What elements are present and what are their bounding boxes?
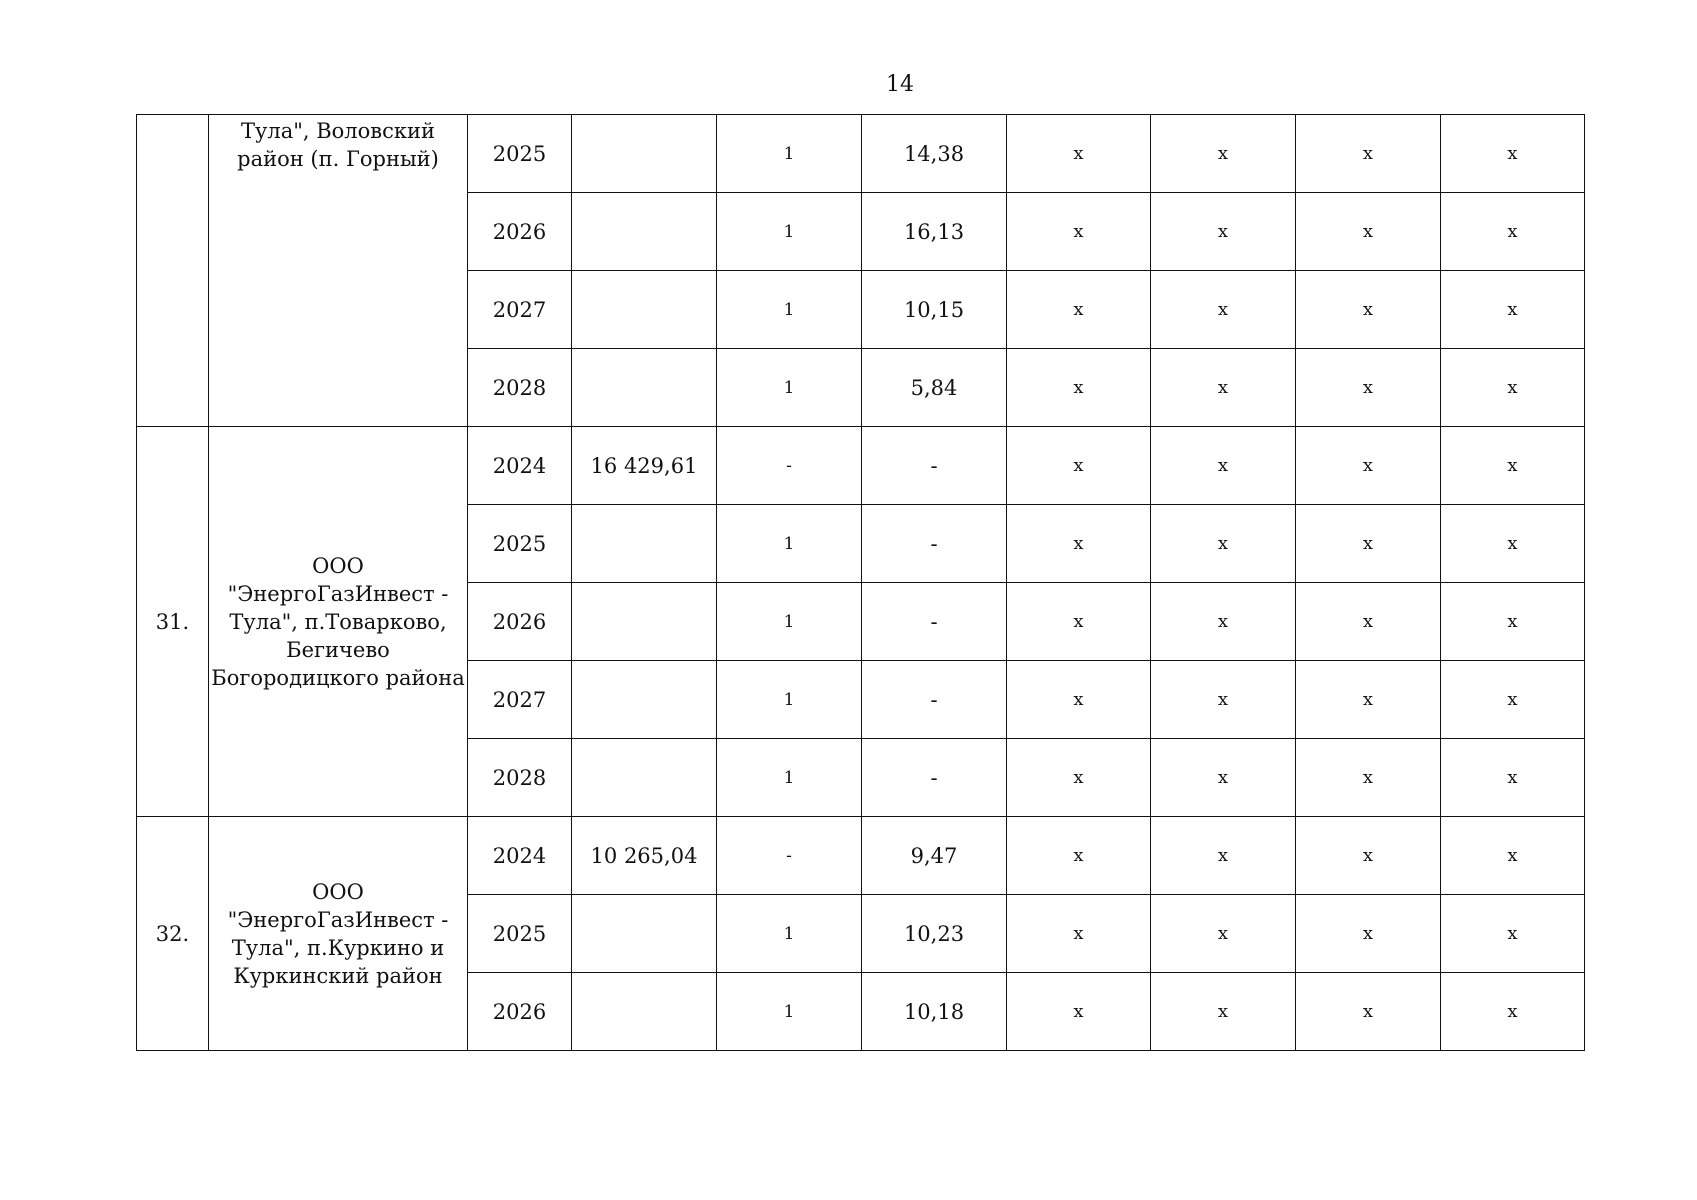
value-cell: - [862,739,1007,817]
x-cell: x [1007,193,1151,271]
value-cell: - [862,427,1007,505]
count-cell: - [717,817,862,895]
x-cell: x [1007,115,1151,193]
x-cell: x [1151,739,1296,817]
amount-cell: 16 429,61 [572,427,717,505]
x-cell: x [1441,661,1585,739]
x-cell: x [1296,739,1441,817]
x-cell: x [1151,895,1296,973]
x-cell: x [1441,583,1585,661]
value-cell: 9,47 [862,817,1007,895]
value-cell: - [862,583,1007,661]
year-cell: 2026 [468,583,572,661]
year-cell: 2028 [468,739,572,817]
x-cell: x [1007,271,1151,349]
x-cell: x [1151,505,1296,583]
amount-cell [572,271,717,349]
x-cell: x [1296,115,1441,193]
value-cell: - [862,505,1007,583]
x-cell: x [1441,427,1585,505]
amount-cell [572,895,717,973]
value-cell: 10,15 [862,271,1007,349]
x-cell: x [1441,973,1585,1051]
year-cell: 2027 [468,661,572,739]
amount-cell [572,505,717,583]
amount-cell [572,661,717,739]
value-cell: 10,18 [862,973,1007,1051]
value-cell: 14,38 [862,115,1007,193]
x-cell: x [1296,973,1441,1051]
x-cell: x [1441,895,1585,973]
amount-cell [572,973,717,1051]
table-row [137,427,1585,505]
x-cell: x [1007,583,1151,661]
page-number: 14 [886,72,914,97]
x-cell: x [1296,661,1441,739]
x-cell: x [1007,661,1151,739]
x-cell: x [1296,271,1441,349]
tariff-table [136,114,1585,1051]
count-cell: 1 [717,895,862,973]
table-row [137,817,1585,895]
x-cell: x [1296,505,1441,583]
organization-cell: Тула", Воловский район (п. Горный) [209,115,468,427]
row-number-cell: 32. [137,817,209,1051]
row-number-cell [137,115,209,427]
year-cell: 2025 [468,505,572,583]
value-cell: 5,84 [862,349,1007,427]
amount-cell [572,583,717,661]
year-cell: 2027 [468,271,572,349]
count-cell: 1 [717,739,862,817]
x-cell: x [1441,193,1585,271]
count-cell: 1 [717,661,862,739]
x-cell: x [1151,271,1296,349]
x-cell: x [1296,895,1441,973]
amount-cell [572,115,717,193]
x-cell: x [1441,739,1585,817]
x-cell: x [1296,193,1441,271]
count-cell: 1 [717,505,862,583]
x-cell: x [1151,973,1296,1051]
x-cell: x [1007,973,1151,1051]
year-cell: 2028 [468,349,572,427]
organization-cell: ООО "ЭнергоГазИнвест - Тула", п.Куркино и Куркинский район [209,817,468,1051]
row-number-cell: 31. [137,427,209,817]
x-cell: x [1441,115,1585,193]
year-cell: 2024 [468,817,572,895]
x-cell: x [1151,817,1296,895]
year-cell: 2024 [468,427,572,505]
x-cell: x [1296,817,1441,895]
x-cell: x [1296,583,1441,661]
year-cell: 2026 [468,193,572,271]
x-cell: x [1151,115,1296,193]
x-cell: x [1441,817,1585,895]
x-cell: x [1151,193,1296,271]
x-cell: x [1151,427,1296,505]
x-cell: x [1007,895,1151,973]
x-cell: x [1151,583,1296,661]
count-cell: 1 [717,115,862,193]
amount-cell [572,349,717,427]
amount-cell [572,193,717,271]
x-cell: x [1151,661,1296,739]
x-cell: x [1007,505,1151,583]
amount-cell: 10 265,04 [572,817,717,895]
x-cell: x [1007,427,1151,505]
table-body [137,115,1585,1051]
amount-cell [572,739,717,817]
year-cell: 2026 [468,973,572,1051]
value-cell: 10,23 [862,895,1007,973]
count-cell: 1 [717,583,862,661]
x-cell: x [1296,427,1441,505]
x-cell: x [1441,349,1585,427]
value-cell: 16,13 [862,193,1007,271]
count-cell: 1 [717,193,862,271]
year-cell: 2025 [468,895,572,973]
table-row [137,115,1585,193]
x-cell: x [1007,349,1151,427]
value-cell: - [862,661,1007,739]
x-cell: x [1151,349,1296,427]
x-cell: x [1007,817,1151,895]
count-cell: 1 [717,271,862,349]
x-cell: x [1296,349,1441,427]
year-cell: 2025 [468,115,572,193]
count-cell: 1 [717,973,862,1051]
x-cell: x [1441,271,1585,349]
count-cell: - [717,427,862,505]
x-cell: x [1007,739,1151,817]
count-cell: 1 [717,349,862,427]
organization-cell: ООО "ЭнергоГазИнвест - Тула", п.Товарково, Бегичево Богородицкого района [209,427,468,817]
x-cell: x [1441,505,1585,583]
